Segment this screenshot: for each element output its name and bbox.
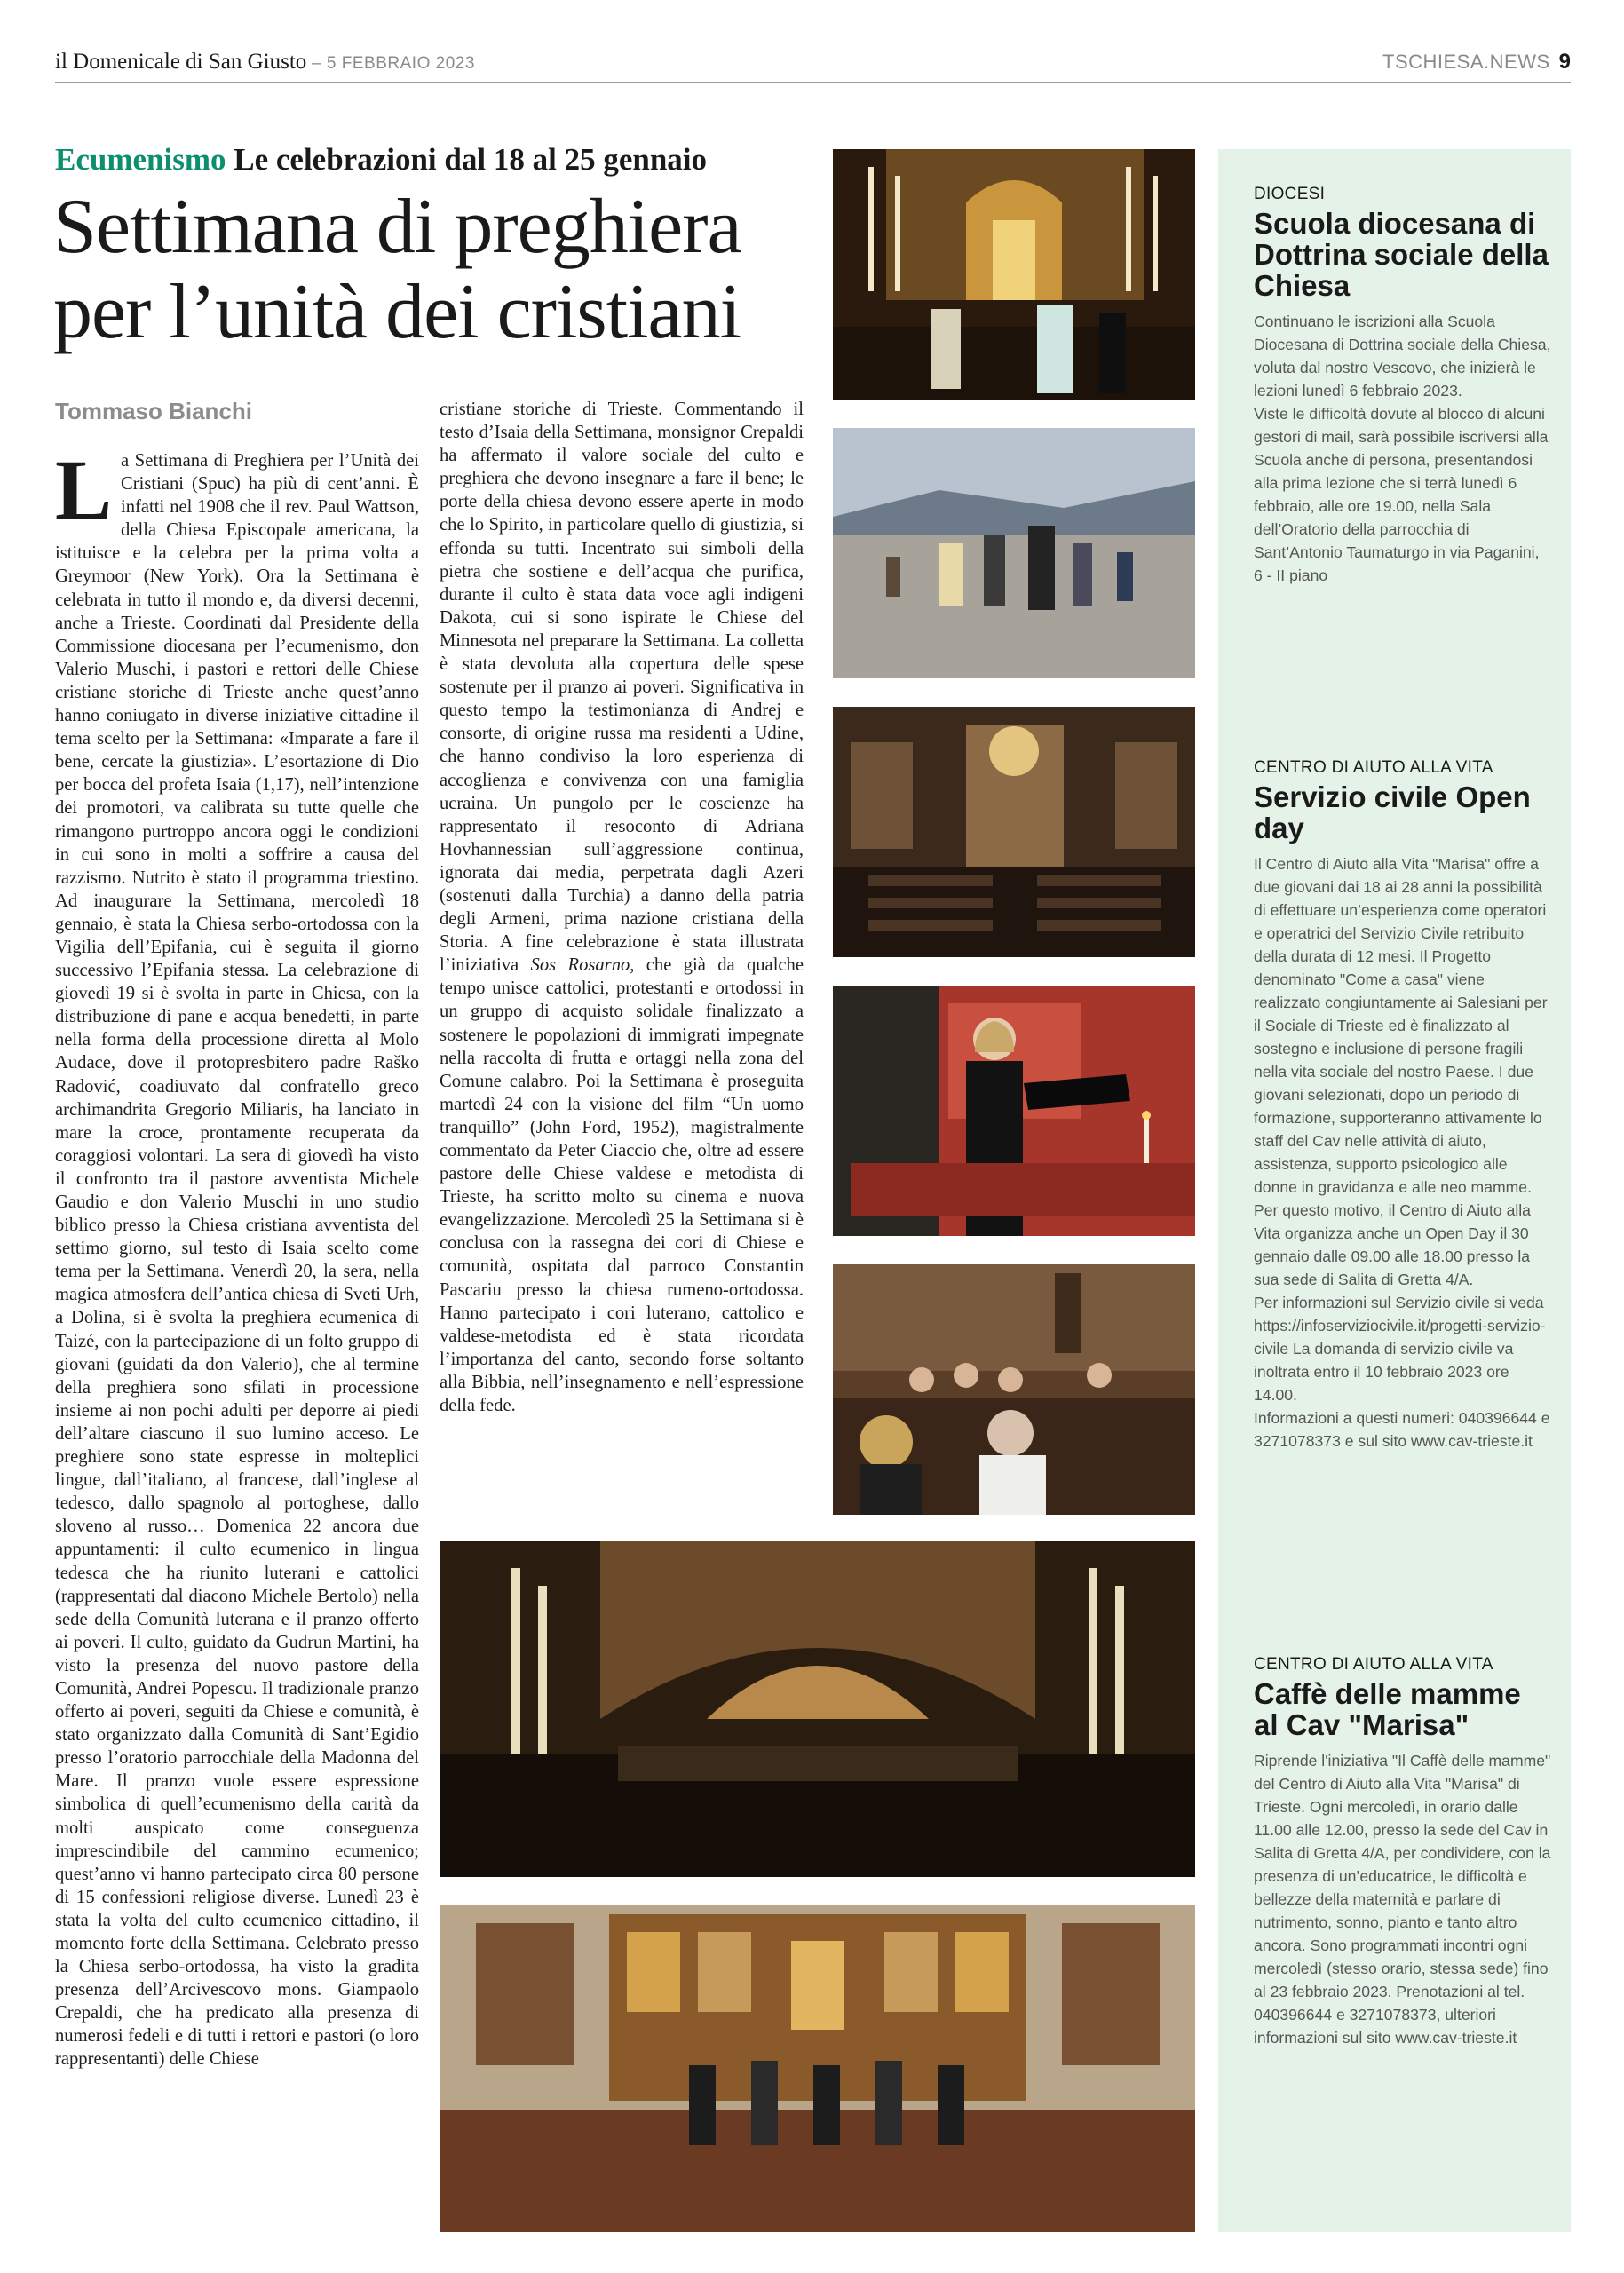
brief-paragraph: Continuano le iscrizioni alla Scuola Diocesana di Dottrina sociale della Chiesa, voluta dal nostro Vescovo, che inizierà le lezioni lunedì 6 febbraio 2023. — [1254, 313, 1551, 400]
brief-kicker: CENTRO DI AIUTO ALLA VITA — [1254, 758, 1493, 777]
issue-date: – 5 FEBBRAIO 2023 — [306, 54, 475, 73]
brief-text — [1254, 1749, 1551, 2049]
title-line-2: per l’unità dei cristiani — [53, 269, 741, 355]
brief-paragraph: Il Centro di Aiuto alla Vita "Marisa" offre a due giovani dai 18 ai 28 anni la possibilità di effettuare un’esperienza come operatori e operatrici del Servizio Civile retribuito della durata di 12 mesi. Il Progetto denominato "Come a casa" viene realizzato congiuntamente ai Salesiani per il Sociale di Trieste ed è finalizzato al sostegno e inclusione di persone fragili nella vita sociale del nostro Paese. I due giovani selezionati, dopo un periodo di formazione, supporteranno attivamente lo staff del Cav nelle attività di aiuto, assistenza, supporto psicologico alle donne in gravidanza e alle neo mamme. — [1254, 855, 1548, 1196]
column-2-text-b: , che già da qualche tempo unisce cattolici, protestanti e ortodossi in un gruppo di acquisto solidale finalizzato a sostenere le popolazioni di immigrati impegnate nella raccolta di frutta e ortaggi nella zona del Comune calabro. Poi la Settimana è proseguita martedì 24 con la visione del film “Un uomo tranquillo” (John Ford, 1952), magistralmente commentato da Peter Ciaccio che, oltre ad essere pastore delle Chiese valdese e metodista di Trieste, ha scritto molto su cinema e nuova evangelizzazione. Mercoledì 25 la Settimana si è conclusa con la rassegna dei cori di Chiese e comunità, ospitata dal parroco Constantin Pascariu presso la chiesa rumeno-ortodossa. Hanno partecipato i cori luterano, cattolico e valdese-metodista ed è stata ricordata l’importanza del canto, secondo forse soltanto alla Bibbia, nell’insegnamento e nell’espressione della fede. — [440, 955, 804, 1416]
page-header — [55, 46, 1571, 83]
photo-church-pews — [833, 707, 1195, 957]
page-number: 9 — [1558, 50, 1571, 74]
brief-kicker: DIOCESI — [1254, 185, 1326, 203]
brief-paragraph: Per questo motivo, il Centro di Aiuto alla Vita organizza anche un Open Day il 30 gennaio dalle 09.00 alle 18.00 presso la sua sede di Salita di Gretta 4/A. — [1254, 1201, 1531, 1288]
photo-choir-congregation — [833, 1264, 1195, 1515]
column-2-text-a: cristiane storiche di Trieste. Commentando il testo d’Isaia della Settimana, monsignor Crepaldi ha affermato il valore sociale del culto e preghiera che devono insegnare a fare il bene; le porte della chiesa devono essere aperte in modo che lo Spirito, in particolare quello di giustizia, si effonda su tutti. Incentrato sui simboli della pietra che sostiene e dell’acqua che purifica, durante il culto è stata data voce agli indigeni Dakota, cui si sono ispirate le Chiese del Minnesota nel preparare la Settimana. La colletta è stata devoluta alla copertura delle spese sostenute per il pranzo ai poveri. Significativa in questo tempo la testimonianza di Andrej e consorte, di origine russa ma residenti a Udine, che hanno condiviso la loro esperienza di accoglienza e convivenza con una famiglia ucraina. Un pungolo per le coscienze ha rappresentato il resoconto di Adriana Hovhannessian sull’aggressione continua, ignorata dai media, perpetrata dagli Azeri (sostenuti dalla Turchia) a danno della patria degli Armeni, prima nazione cristiana della Storia. A fine celebrazione è stata illustrata l’iniziativa — [440, 400, 804, 976]
brief-title: Caffè delle mamme al Cav "Marisa" — [1254, 1677, 1521, 1741]
title-line-1: Settimana di preghiera — [53, 184, 741, 270]
brief-caffe-mamme — [1254, 1655, 1551, 2049]
brief-scuola-diocesana — [1254, 185, 1551, 587]
byline: Tommaso Bianchi — [55, 398, 253, 424]
column-1-text: a Settimana di Preghiera per l’Unità dei Cristiani (Spuc) ha più di cent’anni. È infatti nel 1908 che il rev. Paul Wattson, della Chiesa Episcopale americana, la istituisce e la celebra per la prima volta a Greymoor (New York). Ora la Settimana è celebrata in tutto il mondo e, da diversi decenni, anche a Trieste. Coordinati dal Presidente della Commissione diocesana per l’ecumenismo, don Valerio Muschi, i pastori e rettori delle Chiese cristiane storiche di Trieste anche quest’anno hanno coniugato in diverse iniziative cittadine il tema scelto per la Settimana: «Imparate a fare il bene, cercate la giustizia». L’esortazione di Dio per bocca del profeta Isaia (1,17), nell’intenzione dei promotori, va calibrata su tutte quelle che rimangono purtroppo ancora oggi le condizioni in cui sono in molti a soffrire a causa del razzismo. Nutrito è stato il programma triestino. Ad inaugurare la Settimana, mercoledì 18 gennaio, è stata la Chiesa serbo-ortodossa con la Vigilia dell’Epifania, cui è seguita il giorno successivo l’Epifania stessa. La celebrazione di giovedì 19 si è svolta in parte in Chiesa, con la distribuzione di pane e acqua benedetti, in parte nella forma della processione diretta al Molo Audace, dove il protopresbitero padre Raško Radović, coadiuvato dal confratello greco archimandrita Gregorio Miliaris, ha lanciato in mare la croce, prontamente recuperata da coraggiosi volontari. La sera di giovedì ha visto il confronto tra il pastore avventista Michele Gaudio e don Valerio Muschi in uno studio biblico presso la Chiesa cristiana avventista del settimo giorno, sul testo di Isaia scelto come tema per la Settimana. Venerdì 20, la sera, nella magica atmosfera dell’antica chiesa di Sveti Urh, a Dolina, si è svolta la preghiera ecumenica di Taizé, con la partecipazione di un folto gruppo di giovani (guidati da don Valerio), che al termine della preghiera sono sfilati in processione insieme ai non pochi adulti per deporre ai piedi dell’altare ciascuno il suo lumino acceso. Le preghiere sono state espresse in molteplici lingue, dall’italiano, al francese, dall’inglese al tedesco, dallo spagnolo al portoghese, dallo sloveno al russo… Domenica 22 ancora due appuntamenti: il culto ecumenico in lingua tedesca che ha riunito luterani e cattolici (rappresentati dal diacono Michele Bertolo) nella sede della Comunità luterana e il pranzo offerto ai poveri. Il culto, guidato da Gudrun Martini, ha visto la presenza del nuovo pastore della Comunità, Andrei Popescu. Il tradizionale pranzo offerto ai poveri, seguiti da Chiese e comunità, è stato organizzato dalla Comunità di Sant’Egidio presso l’oratorio parrocchiale della Madonna del Mare. Il pranzo vuole essere espressione simbolica di quell’ecumenismo della carità da molti auspicato come conseguenza imprescindibile del cammino ecumenico; quest’anno vi hanno partecipato circa 80 persone di 15 confessioni religiose diverse. Lunedì 23 è stata la volta del culto ecumenico cittadino, il momento forte della Settimana. Celebrato presso la Chiesa serbo-ortodossa, ha visto la gradita presenza dell’Arcivescovo mons. Giampaolo Crepaldi, che ha predicato alla presenza di numerosi fedeli e di tutti i rettori e pastori (o loro rappresentanti) delle Chiese — [55, 451, 419, 2070]
brief-title: Servizio civile Open day — [1254, 780, 1531, 844]
brief-servizio-civile — [1254, 758, 1551, 1453]
article-column-1 — [55, 442, 419, 2071]
drop-cap: L — [55, 442, 113, 537]
article-column-2 — [440, 398, 804, 1417]
column-2-italic: Sos Rosarno — [530, 955, 630, 976]
header-right — [1382, 50, 1571, 75]
brief-title: Scuola diocesana di Dottrina sociale della Chiesa — [1254, 207, 1549, 302]
kicker-text: Le celebrazioni dal 18 al 25 gennaio — [234, 142, 708, 177]
sidebar-news-briefs — [1218, 149, 1571, 2232]
site-name: TSCHIESA.NEWS — [1382, 51, 1550, 73]
photo-procession-pier — [833, 428, 1195, 678]
brief-paragraph: Viste le difficoltà dovute al blocco di alcuni gestori di mail, sarà possibile iscriversi alla Scuola anche di persona, presentandosi alla prima lezione che si terrà lunedì 6 febbraio, alle ore 19.00, nella Sala dell’Oratorio della parrocchia di Sant’Antonio Taumaturgo in via Paganini, 6 - II piano — [1254, 405, 1549, 584]
brief-text — [1254, 310, 1551, 587]
photo-reader-lectern — [833, 986, 1195, 1236]
photo-iconostasis-choir — [440, 1905, 1195, 2232]
brief-paragraph: Riprende l'iniziativa "Il Caffè delle mamme" del Centro di Aiuto alla Vita "Marisa" di Trieste. Ogni mercoledì, in orario dalle 11.00 alle 12.00, presso la sede del Cav in Salita di Gretta 4/A, per condividere, con la presenza di un’educatrice, le difficoltà e bellezze della maternità e parlare di nutrimento, sonno, pianto e tanto altro ancora. Sono programmati incontri ogni mercoledì (stesso orario, stessa sede) fino al 23 febbraio 2023. Prenotazioni al tel. 040396644 e 3271078373, ulteriori informazioni sul sito www.cav-trieste.it — [1254, 1752, 1551, 2047]
section-label: Ecumenismo — [55, 142, 226, 177]
article-kicker — [55, 142, 836, 178]
brief-text — [1254, 852, 1551, 1453]
brief-paragraph: Informazioni a questi numeri: 040396644 e 3271078373 e sul sito www.cav-trieste.it — [1254, 1409, 1550, 1450]
brief-paragraph: Per informazioni sul Servizio civile si veda https://infoserviziocivile.it/progetti-servizio-civile La domanda di servizio civile va inoltrata entro il 10 febbraio 2023 ore 14.00. — [1254, 1294, 1546, 1404]
photo-church-wide — [440, 1541, 1195, 1877]
photo-church-interior — [833, 149, 1195, 400]
header-left — [55, 50, 475, 75]
newspaper-name: il Domenicale di San Giusto — [55, 50, 307, 74]
brief-kicker: CENTRO DI AIUTO ALLA VITA — [1254, 1655, 1493, 1674]
article-title — [53, 185, 835, 355]
